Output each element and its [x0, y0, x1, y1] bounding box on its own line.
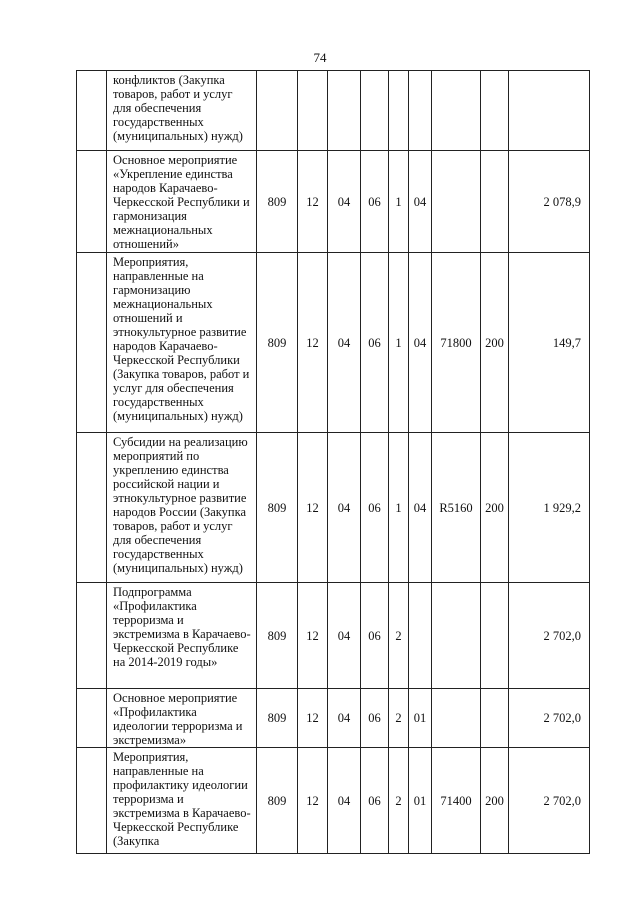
cell-main-activity: [409, 71, 432, 151]
cell-main-activity: 04: [409, 253, 432, 433]
cell-program: [361, 71, 389, 151]
cell-amount: [509, 71, 590, 151]
row-index-cell: [77, 583, 107, 689]
cell-direction-code: [432, 689, 481, 748]
row-index-cell: [77, 689, 107, 748]
table-row: [77, 748, 590, 854]
cell-subprogram: 1: [389, 433, 409, 583]
cell-ministry-code: 809: [257, 748, 298, 854]
cell-amount: 2 702,0: [509, 689, 590, 748]
cell-ministry-code: 809: [257, 253, 298, 433]
cell-subsection: [328, 71, 361, 151]
cell-direction-code: 71800: [432, 253, 481, 433]
budget-table: [76, 70, 590, 854]
cell-section: 12: [298, 689, 328, 748]
cell-expense-type: 200: [481, 253, 509, 433]
cell-subprogram: 1: [389, 253, 409, 433]
table-row: [77, 583, 590, 689]
cell-amount: 2 702,0: [509, 583, 590, 689]
cell-program: 06: [361, 151, 389, 253]
cell-ministry-code: 809: [257, 689, 298, 748]
cell-program: 06: [361, 689, 389, 748]
cell-expense-type: [481, 583, 509, 689]
cell-amount: 1 929,2: [509, 433, 590, 583]
cell-subsection: 04: [328, 433, 361, 583]
cell-section: 12: [298, 583, 328, 689]
row-index-cell: [77, 253, 107, 433]
cell-main-activity: [409, 583, 432, 689]
cell-main-activity: 04: [409, 433, 432, 583]
cell-program: 06: [361, 253, 389, 433]
row-description: Основное мероприятие «Профилактика идеологии терроризма и экстремизма»: [107, 689, 257, 748]
row-index-cell: [77, 748, 107, 854]
row-description: Мероприятия, направленные на профилактику идеологии терроризма и экстремизма в Карачаево-Черкесской Республике (Закупка: [107, 748, 257, 854]
cell-expense-type: [481, 71, 509, 151]
cell-program: 06: [361, 583, 389, 689]
cell-subsection: 04: [328, 689, 361, 748]
cell-ministry-code: 809: [257, 433, 298, 583]
table-row: [77, 689, 590, 748]
cell-subsection: 04: [328, 583, 361, 689]
cell-section: [298, 71, 328, 151]
page-number: 74: [313, 50, 327, 65]
cell-section: 12: [298, 748, 328, 854]
cell-ministry-code: [257, 71, 298, 151]
cell-expense-type: [481, 689, 509, 748]
cell-direction-code: [432, 71, 481, 151]
cell-subsection: 04: [328, 253, 361, 433]
cell-section: 12: [298, 151, 328, 253]
cell-subprogram: 2: [389, 748, 409, 854]
row-index-cell: [77, 151, 107, 253]
table-row: [77, 71, 590, 151]
table-row: [77, 253, 590, 433]
cell-section: 12: [298, 433, 328, 583]
cell-expense-type: [481, 151, 509, 253]
row-description: Субсидии на реализацию мероприятий по укреплению единства российской нации и этнокультурное развитие народов России (Закупка товаров, работ и услуг для обеспечения государственных (муниципальных) нужд): [107, 433, 257, 583]
cell-main-activity: 01: [409, 748, 432, 854]
cell-direction-code: R5160: [432, 433, 481, 583]
cell-main-activity: 01: [409, 689, 432, 748]
cell-direction-code: 71400: [432, 748, 481, 854]
row-description: Подпрограмма «Профилактика терроризма и экстремизма в Карачаево-Черкесской Республике на 2014-2019 годы»: [107, 583, 257, 689]
cell-subprogram: [389, 71, 409, 151]
cell-main-activity: 04: [409, 151, 432, 253]
table-row: [77, 151, 590, 253]
row-index-cell: [77, 433, 107, 583]
row-description: Основное мероприятие «Укрепление единства народов Карачаево-Черкесской Республики и гармонизация межнациональных отношений»: [107, 151, 257, 253]
cell-program: 06: [361, 748, 389, 854]
row-description: конфликтов (Закупка товаров, работ и услуг для обеспечения государственных (муниципальных) нужд): [107, 71, 257, 151]
cell-amount: 149,7: [509, 253, 590, 433]
cell-expense-type: 200: [481, 748, 509, 854]
table-row: [77, 433, 590, 583]
cell-subprogram: 1: [389, 151, 409, 253]
row-description: Мероприятия, направленные на гармонизацию межнациональных отношений и этнокультурное развитие народов Карачаево-Черкесской Республики (Закупка товаров, работ и услуг для обеспечения государственных (муниципальных) нужд): [107, 253, 257, 433]
cell-subprogram: 2: [389, 689, 409, 748]
cell-section: 12: [298, 253, 328, 433]
cell-amount: 2 078,9: [509, 151, 590, 253]
cell-subsection: 04: [328, 748, 361, 854]
cell-ministry-code: 809: [257, 151, 298, 253]
cell-subsection: 04: [328, 151, 361, 253]
cell-direction-code: [432, 151, 481, 253]
cell-direction-code: [432, 583, 481, 689]
cell-program: 06: [361, 433, 389, 583]
row-index-cell: [77, 71, 107, 151]
cell-expense-type: 200: [481, 433, 509, 583]
cell-ministry-code: 809: [257, 583, 298, 689]
cell-amount: 2 702,0: [509, 748, 590, 854]
cell-subprogram: 2: [389, 583, 409, 689]
